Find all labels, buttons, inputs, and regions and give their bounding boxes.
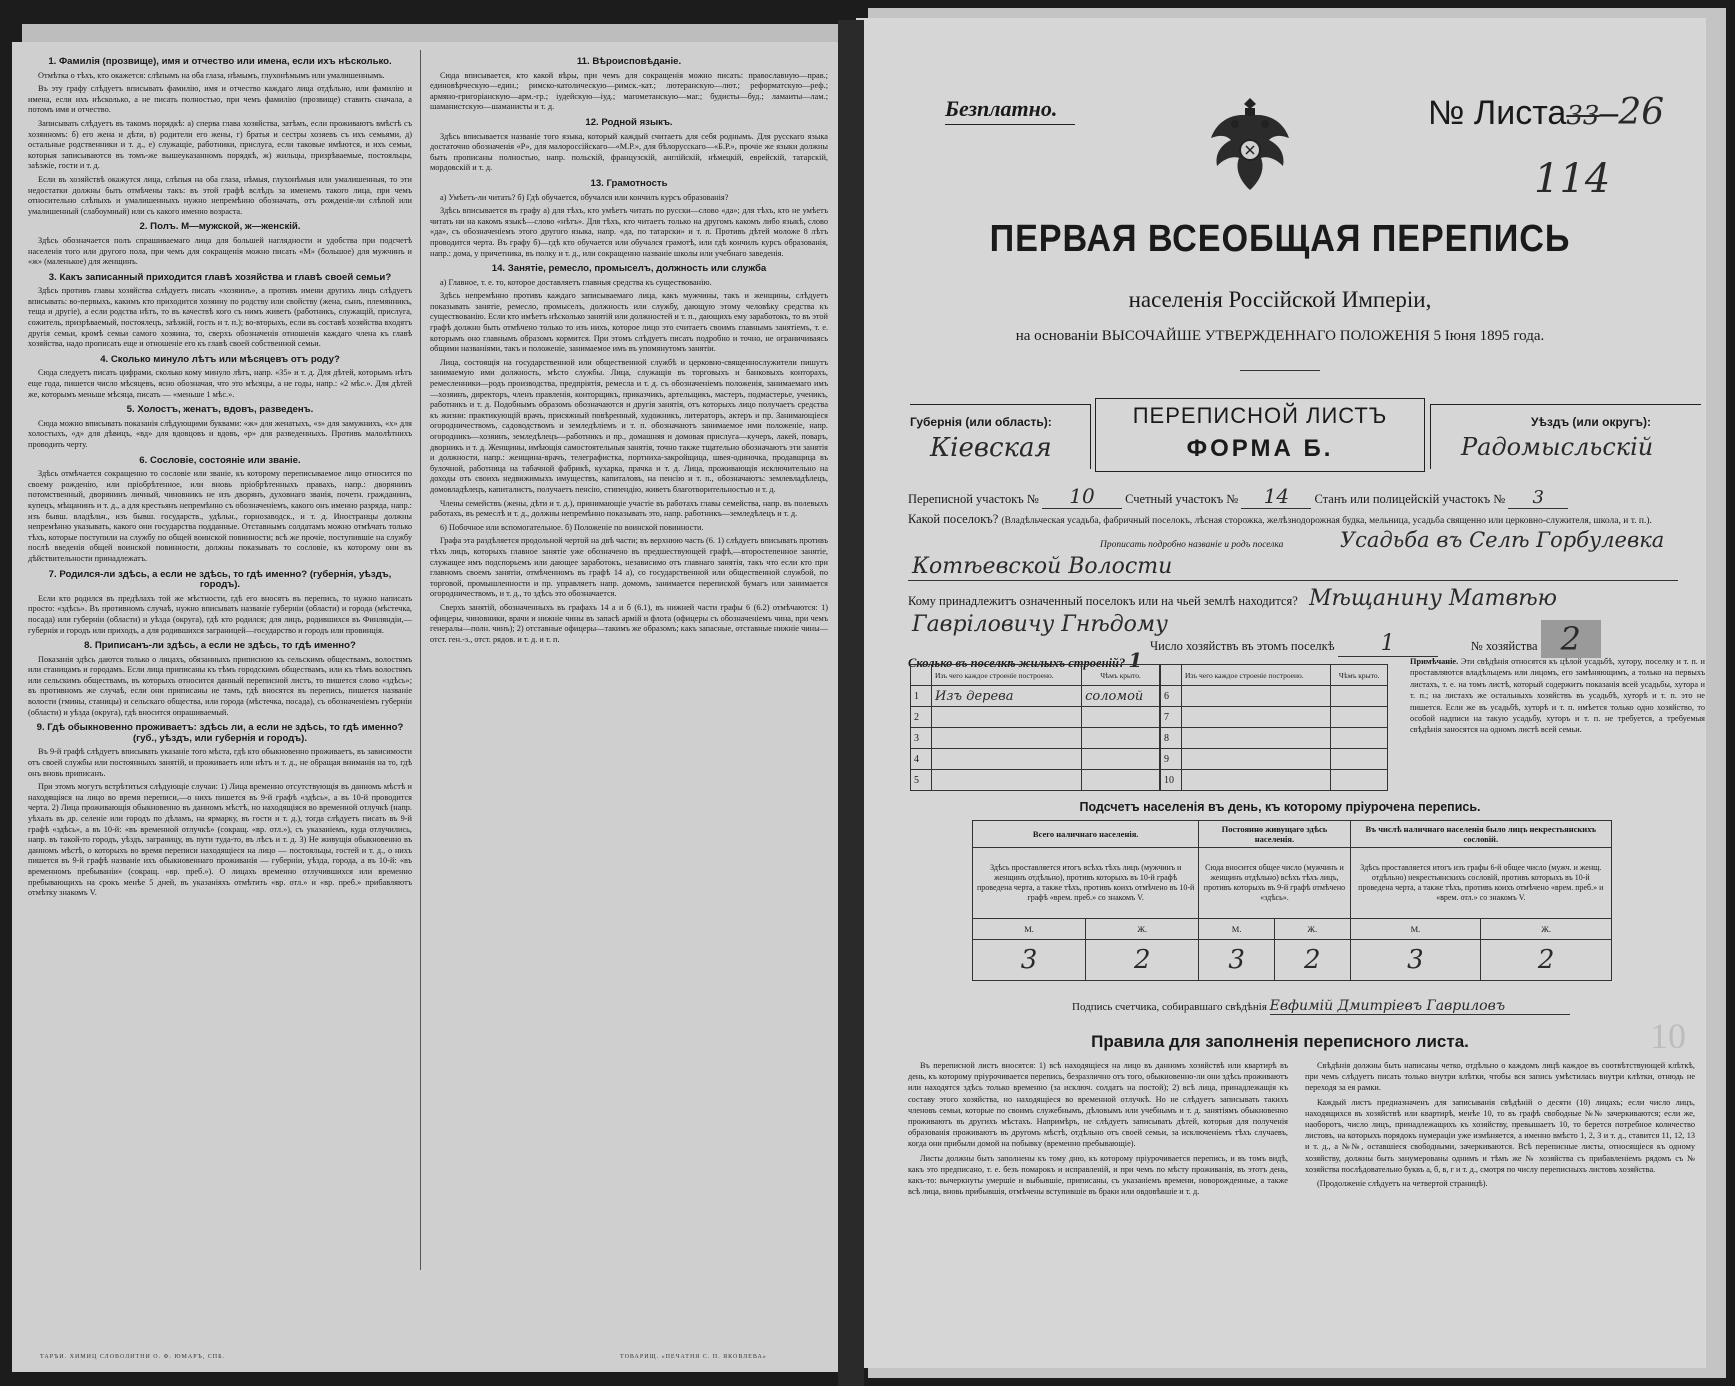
guberniya-label: Губернія (или область): xyxy=(910,415,1052,429)
form-legal-basis: на основаніи ВЫСОЧАЙШЕ УТВЕРЖДЕННАГО ПОЛОЖЕНІЯ 5 Іюня 1895 года. xyxy=(1015,328,1545,344)
section-paragraph: Здѣсь отмѣчается сокращенно то сословіе или званіе, къ которому переписываемое лицо относится по своему рожденію, или пріобрѣтенное, или вновь пріобрѣтенныхъ правахъ, напр.: дворянинъ потомственный, дворянинъ личный, чиновникъ не изъ дворянъ, духовнаго званія, почетн. гражданинъ, купецъ, мѣщанинъ и т. д., а для крестьянъ непремѣнно съ обозначеніемъ, какого онъ именно разряда, напр.: изъ бывш. владѣльч., изъ бывш. государств., удѣльн., горнозаводск., и т. д. Иностранцы должны непремѣнно указывать, какого они государства подданные. Отставнымъ солдатамъ можно отмѣчать только тѣхъ, которые поступили на службу по общей воинской повинности; всѣ же прочіе, поступившіе на службу послѣ введенія общей воинской повинности, должны показывать то сословіе, къ которому они въ дѣйствительности принадлежатъ. xyxy=(28,469,412,563)
buildings-head-material-2: Изъ чего каждое строеніе построено. xyxy=(1182,665,1331,686)
male-count: 3 xyxy=(1199,940,1275,981)
printer-footer-left: ТАРЪИ. ХИМИЦ СЛОВОЛИТНИ О. Ф. ЮМАРЪ, СПБ. xyxy=(40,1354,226,1360)
section-paragraph: Отмѣтка о тѣхъ, кто окажется: слѣпымъ на оба глаза, нѣмымъ, глухонѣмымъ или умалишеннымъ. xyxy=(38,70,385,80)
building-material xyxy=(932,707,1082,728)
settlement-value: Усадьба въ Селѣ Горбулевка xyxy=(1340,528,1665,552)
signature-line: Подпись счетчика, собиравшаго свѣдѣнія Евфимій Дмитріевъ Гавриловъ xyxy=(1072,998,1570,1015)
buildings-head-roof-2: Чѣмъ крыто. xyxy=(1331,665,1388,686)
female-count: 2 xyxy=(1274,940,1350,981)
count-col-text: Здѣсь проставляется итогъ всѣхъ тѣхъ лицъ (мужчинъ и женщинъ отдѣльно), противъ которыхъ въ 10-й графѣ проведена черта, а также тѣхъ, противъ коихъ отмѣчено въ 10-й графѣ «врем. преб.» со знакомъ V. xyxy=(973,848,1199,919)
male-label: М. xyxy=(973,919,1086,940)
building-row xyxy=(1161,749,1388,770)
count-col-head: Въ числѣ наличнаго населенія было лицъ некрестьянскихъ сословій. xyxy=(1350,821,1611,848)
section-paragraph: а) Умѣетъ-ли читать? б) Гдѣ обучается, обучался или кончилъ курсъ образованія? xyxy=(440,192,729,202)
form-subtitle: населенія Россійской Имперіи, xyxy=(1128,287,1432,312)
handwritten-folio-number: 114 xyxy=(1534,156,1611,202)
building-number: 5 xyxy=(911,770,932,791)
building-row xyxy=(1161,707,1388,728)
rule-paragraph: (Продолженіе слѣдуетъ на четвертой страницѣ). xyxy=(1317,1179,1488,1189)
section-paragraph: Сюда можно вписывать показанія слѣдующими буквами: «ж» для женатыхъ, «з» для замужнихъ, «х» для холостыхъ, «д» для дѣвицъ, «вд» для вдовцовъ и вдовъ, «р» для разведенныхъ. Противъ малолѣтнихъ проводить черту. xyxy=(28,418,412,449)
uezd-value: Радомысльскій xyxy=(1461,433,1654,461)
rule-paragraph: Въ переписной листъ вносятся: 1) всѣ находящіеся на лицо въ данномъ хозяйствѣ или квартирѣ въ день, къ которому пріурочивается перепись, безразлично отъ того, обыкновенно-ли они здѣсь проживаютъ или находятся здѣсь только временно (за исключ. солдатъ на постой); 2) всѣ лица, принадлежащія къ составу этого хозяйства, но находящіеся во временной отлучкѣ. Но не слѣдуетъ записывать такихъ членовъ семьи, которые по своимъ служебнымъ, дѣловымъ или учебнымъ и т. д. занятіямъ обыкновенно проживаютъ въ другихъ мѣстахъ. Напримѣръ, не слѣдуетъ записывать дѣтей, которыя для полученія образованія проживаютъ въ другомъ мѣстѣ, отдѣльно отъ своей семьи, за исключеніемъ тѣхъ случаевъ, когда они прибыли домой на побывку (временно пребывающіе). xyxy=(908,1061,1288,1149)
book-gutter xyxy=(838,20,864,1386)
section-heading: 11. Вѣроисповѣданіе. xyxy=(576,56,682,67)
title-rule xyxy=(1240,370,1320,371)
guberniya-value: Кіевская xyxy=(930,433,1052,463)
rule-paragraph: Каждый листъ предназначенъ для записыванія свѣдѣній о десяти (10) лицахъ; если число лицъ, находящихся въ хозяйствѣ или квартирѣ, менѣе 10, то въ графѣ свободные №№ зачеркиваются; если же, наоборотъ, число лицъ, принадлежащихъ къ хозяйству, превышаетъ 10, то берется потребное количество листовъ, на которыхъ порядокъ нумераціи уже измѣняется, а именно вмѣсто 1, 2, 3 и т. д., ставится 11, 12, 13 и т. д., а №№, оставшіеся свободными, зачеркиваются. Всѣ переписные листы, относящіеся къ одному хозяйству, должны быть занумерованы однимъ и тѣмъ же № хозяйства съ прибавленіемъ рядомъ съ № хозяйства послѣдовательно буквъ а, б, в, г и т. д., смотря по числу переписныхъ листовъ хозяйства. xyxy=(1305,1097,1695,1174)
building-row xyxy=(911,728,1160,749)
column-divider xyxy=(420,50,421,1270)
guberniya-box xyxy=(910,404,1091,469)
sheet-number: № Листа33–26 xyxy=(1428,92,1665,133)
female-label: Ж. xyxy=(1086,919,1199,940)
form-title-box xyxy=(1095,398,1425,472)
building-roof xyxy=(1082,749,1160,770)
building-roof: соломой xyxy=(1082,686,1160,707)
settlement-rule xyxy=(908,580,1678,581)
section-paragraph: Члены семействъ (жены, дѣти и т. д.), принимающіе участіе въ работахъ главы семейства, напр. въ полевыхъ работахъ, въ ремеслѣ и т. д., должны непремѣнно показывать это, напр. работникъ—земледѣлецъ и т. д. xyxy=(430,498,828,519)
section-heading: 12. Родной языкъ. xyxy=(585,116,673,128)
population-count-table xyxy=(972,820,1612,981)
section-heading: 14. Занятіе, ремесло, промыселъ, должность или служба xyxy=(491,263,767,275)
building-row xyxy=(911,770,1160,791)
rules-column-left xyxy=(908,1060,1288,1200)
settlement-value-2: Котѣевской Волости xyxy=(912,554,1173,579)
form-main-title: ПЕРВАЯ ВСЕОБЩАЯ ПЕРЕПИСЬ xyxy=(989,218,1571,260)
signature-value: Евфимій Дмитріевъ Гавриловъ xyxy=(1270,998,1570,1015)
female-label: Ж. xyxy=(1274,919,1350,940)
sheet-number-struck: 33 xyxy=(1566,101,1600,131)
section-heading: 3. Какъ записанный приходится главѣ хозяйства и главѣ своей семьи? xyxy=(48,271,392,283)
section-heading: 8. Приписанъ-ли здѣсь, а если не здѣсь, то гдѣ именно? xyxy=(84,640,356,652)
building-row xyxy=(1161,728,1388,749)
section-paragraph: Здѣсь обозначается полъ спрашиваемаго лица для большей наглядности и удобства при подсчетѣ населенія того или другого пола, при чемъ для сокращенія можно писать «М» (большое) для мужчинъ и «ж» (маленькое) для женщинъ. xyxy=(28,235,412,267)
section-paragraph: Графа эта раздѣляется продольной чертой на двѣ части; въ верхнюю часть (6. 1) слѣдуетъ вписывать противъ тѣхъ лицъ, которыхъ главное занятіе уже обозначено въ предшествующей графѣ,—второстепенное занятіе, служащее имъ подспорьемъ или дающее заработокъ, независимо отъ главнаго занятія, такъ что если кто при главномъ своемъ занятіи, отмѣченномъ въ графѣ 14 а), со государственной или общественной службой, по торговой, промышленности и пр. управляетъ напр. домомъ, занимается перепиской бумагъ или занимается огородничествомъ, и т. д., то здѣсь это обозначается. xyxy=(430,536,828,599)
section-paragraph: а) Главное, т. е. то, которое доставляетъ главныя средства къ существованію. xyxy=(440,277,712,287)
section-heading: 4. Сколько минуло лѣтъ или мѣсяцевъ отъ роду? xyxy=(100,353,340,365)
building-material xyxy=(932,728,1082,749)
free-label: Безплатно. xyxy=(945,96,1058,121)
building-number: 1 xyxy=(911,686,932,707)
male-label: М. xyxy=(1350,919,1481,940)
section-heading: 6. Сословіе, состояніе или званіе. xyxy=(139,454,301,466)
section-paragraph: Здѣсь противъ главы хозяйства слѣдуетъ писать «хозяинъ», а противъ имени другихъ лицъ слѣдуетъ вписывать: во-первыхъ, какимъ кто приходится хозяину по родству или свойству (жена, сынъ, племянникъ, теща и другіе), а если родства нѣтъ, то въ качествѣ кого съ нимъ живетъ (работникъ, служащій, прислуга, сожитель, призрѣваемый, постоялецъ, заѣзжій, гость и т. п.); во-вторыхъ, если въ составѣ хозяйства входятъ другія семьи, кромѣ семьи самого хозяина, то, сверхъ обозначенія отношенія каждаго члена къ главѣ хозяйства, надо прописать еще и отношеніе его къ главѣ своей собственной семьи. xyxy=(28,286,412,349)
building-row xyxy=(911,707,1160,728)
section-paragraph: Показанія здѣсь даются только о лицахъ, обязанныхъ приписною къ сельскимъ обществамъ, волостямъ или станицамъ и городамъ. Если лица приписаны къ тѣмъ городскимъ обществамъ, или къ тѣмъ волостямъ или сельскимъ обществамъ, въ которыхъ относится данный переписной листъ, то пишется слово «здѣсь»; въ противномъ же случаѣ, если они приписаны не тамъ, гдѣ вносятся въ перепись, пишется названіе волости (гмины, станицы) и сельскаго общества, или города (мѣстечка, посада), съ обозначеніемъ губерніи (области) и уѣзда (округа), гдѣ вносится опрашиваемый. xyxy=(28,654,412,717)
section-paragraph: Здѣсь вписывается въ графу а) для тѣхъ, кто умѣетъ читать по русски—слово «да»; для тѣхъ, кто не умѣетъ читать ни на какомъ языкѣ—слово «нѣтъ». Для тѣхъ, кто читаетъ только на другомъ какомъ либо языкѣ, слово «да», съ обозначеніемъ этого другого языка, напр. «да, по татарски» и т. п. Противъ дѣтей моложе 8 лѣтъ проводится черта. Въ графу б)—гдѣ кто обучается или обучался грамотѣ, или гдѣ кончилъ курсъ образованія, напр.: дома, у причетника, въ полку и т. д., или сокращенно названіе школы или учебнаго заведенія. xyxy=(430,206,828,258)
buildings-note: Примѣчаніе. Эти свѣдѣнія относятся къ цѣлой усадьбѣ, хутору, поселку и т. п. и проставляются владѣльцемъ или лицомъ, его замѣняющимъ, а только на первыхъ листахъ, т. е. на томъ листѣ, который содержитъ показанія всей усадьбы, хутора и т. п.; на листахъ же остальныхъ хозяйствъ въ усадьбѣ, хуторѣ и т. п. это не пишется. Если же въ усадьбѣ, хуторѣ и т. п. имѣется только одно хозяйство, то особой надписи на такую усадьбу, хуторъ и т. п. не требуется, а требуемыя свѣдѣнія заносятся на одномъ листѣ всей семьи. xyxy=(1410,657,1705,735)
uezd-label: Уѣздъ (или округъ): xyxy=(1531,415,1652,429)
buildings-table-right xyxy=(1160,664,1388,791)
section-paragraph: Здѣсь непремѣнно противъ каждаго записываемаго лица, какъ мужчины, такъ и женщины, слѣдуетъ показывать занятіе, ремесло, промыселъ, должность или службу, дающую этому человѣку средства къ существованію. Если кто имѣетъ нѣсколько занятій или должностей и т. п., дающихъ ему заработокъ, то въ этой графѣ должно быть отмѣчено только то изъ нихъ, которое лицо это считаетъ своимъ главнымъ занятіемъ, т. е. которымъ оно главнымъ образомъ кормится. При этомъ слѣдуетъ писать подробно и точно, не ограничиваясь общими названіями, такъ и положеніе, занимаемое имъ въ упомянутомъ занятіи. xyxy=(430,291,828,354)
building-material xyxy=(932,770,1082,791)
section-paragraph: Въ 9-й графѣ слѣдуетъ вписывать указаніе того мѣста, гдѣ кто обыкновенно проживаетъ, въ зависимости отъ своей службы или постоянныхъ занятій, и проживаетъ или нѣтъ и т. д., не обращая вниманія на то, гдѣ онъ вновь приписанъ. xyxy=(28,747,412,778)
section-paragraph: Записывать слѣдуетъ въ такомъ порядкѣ: а) сперва глава хозяйства, затѣмъ, если проживаютъ вмѣстѣ съ хозяиномъ: б) его жена и дѣти, в) родители его жены, г) братья и сестры хозяевъ съ ихъ семьями, д) остальные родственники и т. д., е) служащіе, работники, прислуга, если таковые имѣются, и ихъ семьи, которыя записываются въ томъ-же вышеуказанномъ порядкѣ, ж) жильцы, призрѣваемые, постояльцы, заѣзжіе, гости и т. д. xyxy=(28,118,412,171)
section-paragraph: Здѣсь вписывается названіе того языка, который каждый считаетъ для себя роднымъ. Для русскаго языка достаточно обозначенія «Р», для малороссійскаго—«М.Р.», для бѣлорусскаго—«Б.Р.», прочіе же языки должны быть прописаны полностью, напр. польскій, французскій, англійскій, нѣмецкій, еврейскій, татарскій, мордовскій и т. д. xyxy=(430,131,828,173)
form-variant: ФОРМА Б. xyxy=(1186,435,1334,462)
instructions-column-b xyxy=(430,52,828,1272)
building-roof xyxy=(1082,707,1160,728)
settlement-hint2: Прописать подробно названіе и родъ поселка xyxy=(1100,540,1284,550)
buildings-value: 1 xyxy=(1128,648,1143,672)
section-heading: 1. Фамилія (прозвище), имя и отчество или имена, если ихъ нѣсколько. xyxy=(48,56,392,67)
building-roof xyxy=(1082,728,1160,749)
census-district-value: 10 xyxy=(1042,484,1122,509)
count-col-head: Всего наличнаго населенія. xyxy=(973,821,1199,848)
section-paragraph: Сюда вписывается, кто какой вѣры, при чемъ для сокращенія можно писать: православную—прав.; единовѣрческую—един.; римско-католическую—римск.-кат.; лютеранскую—лют.; реформатскую—реф.; армяно-григоріанскую—арм.-гр.; іудейскую—іуд.; магометанскую—маг.; будисты—буд.; ламаиты—лам.; шаманистскую—шаманисты и т. д. xyxy=(430,70,828,112)
building-row xyxy=(911,749,1160,770)
uezd-box xyxy=(1430,404,1701,469)
buildings-line: Сколько въ поселкѣ жилыхъ строеній? 1 xyxy=(908,648,1143,672)
form-title: ПЕРЕПИСНОЙ ЛИСТЪ xyxy=(1132,403,1388,428)
building-material: Изъ дерева xyxy=(932,686,1082,707)
male-count: 3 xyxy=(1350,940,1481,981)
rule-paragraph: Листы должны быть заполнены къ тому дню, къ которому пріурочивается перепись, и въ томъ видѣ, какъ это предписано, т. е. безъ помарокъ и исправленій, и при чемъ по мѣсту проживанія, въ этотъ день, какъ-то: вычеркнуты умершіе и выбывшіе, приписаны, съ указаніемъ времени, новорожденные, а также всѣ лица, вновь прибывшія, отмѣчены вступившіе въ браки или овдовѣвшіе и т. д. xyxy=(908,1153,1288,1197)
rule-paragraph: Свѣдѣнія должны быть написаны четко, отдѣльно о каждомъ лицѣ каждое въ соотвѣтствующей клѣткѣ, при чемъ слѣдуетъ писать только внутри клѣтки, чтобы вся запись умѣстилась внутри клѣтки, отнюдь не переходя за ея рамки. xyxy=(1305,1061,1695,1093)
building-number: 10 xyxy=(1161,770,1182,791)
count-district-value: 14 xyxy=(1241,484,1311,509)
building-number: 3 xyxy=(911,728,932,749)
stan-value: 3 xyxy=(1508,487,1568,509)
male-label: М. xyxy=(1199,919,1275,940)
section-paragraph: 6) Побочное или вспомогательное. б) Положеніе по воинской повинности. xyxy=(440,522,704,532)
building-row xyxy=(1161,770,1388,791)
sheet-number-handwritten: 26 xyxy=(1618,92,1665,133)
buildings-table-left xyxy=(910,664,1160,791)
printer-footer-right: ТОВАРИЩ. «ПЕЧАТНЯ С. П. ЯКОВЛЕВА» xyxy=(620,1354,767,1360)
free-underline xyxy=(945,124,1075,125)
instructions-column-a xyxy=(28,52,412,1272)
building-number: 7 xyxy=(1161,707,1182,728)
section-heading: 5. Холостъ, женатъ, вдовъ, разведенъ. xyxy=(126,404,314,416)
section-paragraph: Лица, состоящія на государственной или общественной службѣ и церковно-священнослужители пишутъ занимаемую ими должность, мѣсто службы. Лица, служащія въ торговыхъ и банковыхъ конторахъ, ремесленники—родъ производства, предпріятія, ремесла и т. д. съ обозначеніемъ положенія, занимаемаго имъ—хозяинъ, директоръ, членъ правленія, конторщикъ, приказчикъ, артельщикъ, мастеръ, подмастерье, ученикъ, работникъ и т. д. Подобнымъ образомъ обозначаются и другія занятія, отъ которыхъ лицо получаетъ средства къ жизни: практикующій врачъ, присяжный повѣренный, художникъ, литераторъ, актеръ и пр. Занимающіеся огородничествомъ, садоводствомъ и земледѣліемъ и т. п. обозначаютъ занимаемое ими положеніе, напр. огородникъ—хозяинъ, земледѣлецъ—работникъ и пр., домашняя и домовая прислуга—кучеръ, лакей, поваръ, дворникъ и т. д. Женщины, имѣющія самостоятельныя занятія, точно также тщательно обозначаютъ эти занятія и должности, напр.: женщина-врачъ, телеграфистка, портниха-закройщица, швея-одиночка, продавщица въ булочной, работница на табачной фабрикѣ, кухарка, прачка и т. д. Лица, проживающія исключительно на доходы отъ своихъ недвижимыхъ имуществъ, капиталовъ, на пенсію и т. п., обозначаютъ: землевладѣлецъ, домовладѣлецъ, капиталистъ, получаетъ пенсію, стипендію, живетъ благотворительностью и т. д. xyxy=(430,357,828,494)
section-paragraph: Сюда следуетъ писать цифрами, сколько кому минуло лѣтъ, напр. «35» и т. д. Для дѣтей, которымъ нѣтъ еще года, пишется число мѣсяцевъ, ясно обозначая, что это мѣсяцы, а не годы, напр.: «2 мѣс.». Для дѣтей же, которымъ меньше мѣсяца, писать — «меньше 1 мѣс.». xyxy=(28,368,412,399)
buildings-head-material: Изъ чего каждое строеніе построено. xyxy=(932,665,1082,686)
building-row xyxy=(911,686,1160,707)
households-line: Число хозяйствъ въ этомъ поселкѣ 1 № хозяйства 2 xyxy=(1150,620,1601,658)
building-roof xyxy=(1082,770,1160,791)
male-count: 3 xyxy=(973,940,1086,981)
count-col-head: Постоянно живущаго здѣсь населенія. xyxy=(1199,821,1350,848)
section-heading: 2. Полъ. М—мужской, ж—женскій. xyxy=(139,221,301,233)
section-paragraph: Если кто родился въ предѣлахъ той же мѣстности, гдѣ его вносятъ въ перепись, то нужно написать просто: «здѣсь». Въ противномъ случаѣ, нужно вписывать названіе губерніи (области) и города (мѣстечка, посада) или губерніи (области) и уѣзда (округа), гдѣ кто родился; для лицъ, родившихся въ Финляндіи,—губернія и городъ или приходъ, а для родившихся заграницей—государство и городъ или провинція. xyxy=(28,593,412,635)
bleed-through-number: 10 xyxy=(1650,1016,1686,1056)
owner-value-2: Гавріловичу Гнѣдому xyxy=(912,612,1168,637)
building-material xyxy=(932,749,1082,770)
count-col-text: Сюда вносится общее число (мужчинъ и женщинъ отдѣльно) всѣхъ тѣхъ лицъ, противъ которыхъ въ 9-й графѣ отмѣчено «здѣсь». xyxy=(1199,848,1350,919)
building-number: 9 xyxy=(1161,749,1182,770)
section-heading: 13. Грамотность xyxy=(590,177,668,189)
settlement-line: Какой поселокъ? (Владѣльческая усадьба, фабричный поселокъ, лѣсная сторожка, желѣзнодорожная будка, мельница, усадьба священно или церковно-служителя, школа, и т. п.). xyxy=(908,512,1652,526)
count-title: Подсчетъ населенія въ день, къ которому пріурочена перепись. xyxy=(1079,800,1481,814)
section-heading: 9. Гдѣ обыкновенно проживаетъ: здѣсь ли, а если не здѣсь, то гдѣ именно? (губ., уѣздъ, или губернія и городъ). xyxy=(36,722,404,744)
building-row xyxy=(1161,686,1388,707)
section-paragraph: Если въ хозяйствѣ окажутся лица, слѣпыя на оба глаза, нѣмыя, глухонѣмыя или умалишенныя, то эти недостатки должны быть отмѣчены такъ: въ этой графѣ вслѣдъ за именемъ такого лица, при чемъ относительно слѣпыхъ и умалишенныхъ нужно непремѣнно обозначать, отъ рожденія-ли слѣпой или умалишенный (слабоумный) или съ какого именно возраста. xyxy=(28,174,412,216)
section-heading: 7. Родился-ли здѣсь, а если не здѣсь, то гдѣ именно? (губернія, уѣздъ, городъ). xyxy=(48,568,392,591)
female-count: 2 xyxy=(1086,940,1199,981)
rules-column-right xyxy=(1305,1060,1695,1192)
building-number: 6 xyxy=(1161,686,1182,707)
section-paragraph: Въ эту графу слѣдуетъ вписывать фамилію, имя и отчество каждаго лица отдѣльно, или фамилію и имена, если ихъ нѣсколько, а не писать полностью, при чемъ фамилію (прозвище) ставить сначала, а потомъ имя и отчество. xyxy=(28,84,412,115)
section-paragraph: Сверхъ занятій, обозначенныхъ въ графахъ 14 а и б (6.1), въ нижней части графы 6 (6.2) отмѣчаются: 1) офицеры, чиновники, врачи и нижніе чины въ запасѣ армій и флота (офицеры съ обозначеніемъ чина, при чемъ генералы—полн. чинъ); 2) отставные офицеры—такимъ же образомъ; какъ запасные, отставные нижніе чины—отст. ген.-з., отст. рядов. и т. д. и т. п. xyxy=(430,602,828,644)
section-paragraph: При этомъ могутъ встрѣтиться слѣдующіе случаи: 1) Лица временно отсутствующія въ данномъ мѣстѣ и находящіяся на лицо во время переписи,—о нихъ пишется въ 9-й графѣ «здѣсь», а въ 10-й проводится черта. 2) Лица проживающія обыкновенно въ данномъ мѣстѣ, но находящіяся во временной отлучкѣ (напр. уѣхалъ въ др. селеніе или городъ по дѣламъ, на ярмарку, въ гости и т. д.), тогда слѣдуетъ писать въ 9-й графѣ «здѣсь», а въ 10-й: «въ временной отлучкѣ» (сокращ. «вр. отл.»), съ указаніемъ, куда отлучились, напр. въ такой-то городъ, уѣздъ, заграницу, въ пути туда-то, въ лѣсъ и т. д. 3) Не живущія обыкновенно въ данномъ мѣстѣ, о которыхъ во время переписи находящіеся на лицо — постояльцы, гостей и т. д., о нихъ пишется въ 9-й графѣ названіе ихъ обыкновеннаго проживанія — губерніи, уѣзда, города, а въ 10-й: «въ временномъ пребываніи» (сокращ. «вр. преб.»). О лицахъ временно отлучившихся или временно пребывающихъ на срокъ менѣе 5 дней, въ указаніяхъ отмѣтить «вр. отл.» и «вр. преб.» прибавляютъ отмѣтку знакомъ V. xyxy=(28,782,412,898)
rules-title: Правила для заполненія переписного листа. xyxy=(1091,1032,1469,1051)
households-value: 1 xyxy=(1338,631,1438,657)
building-number: 4 xyxy=(911,749,932,770)
female-label: Ж. xyxy=(1481,919,1612,940)
count-col-text: Здѣсь проставляется итогъ изъ графы 6-й общее число (мужч. и женщ. отдѣльно) некрестьянскихъ сословій, противъ которыхъ въ 10-й проведена черта, а также тѣхъ, противъ коихъ отмѣчено «врем. преб.» и «врем. отл.» со знакомъ V. xyxy=(1350,848,1611,919)
district-line: Переписной участокъ № 10 Счетный участокъ № 14 Станъ или полицейскій участокъ № 3 xyxy=(908,484,1568,509)
building-number: 8 xyxy=(1161,728,1182,749)
imperial-eagle-emblem xyxy=(1205,90,1295,205)
household-number-value: 2 xyxy=(1541,620,1601,658)
female-count: 2 xyxy=(1481,940,1612,981)
buildings-head-roof: Чѣмъ крыто. xyxy=(1082,665,1160,686)
owner-line: Кому принадлежитъ означенный поселокъ или на чьей землѣ находится? Мѣщанину Матвѣю xyxy=(908,586,1558,611)
building-number: 2 xyxy=(911,707,932,728)
owner-value: Мѣщанину Матвѣю xyxy=(1308,586,1558,611)
